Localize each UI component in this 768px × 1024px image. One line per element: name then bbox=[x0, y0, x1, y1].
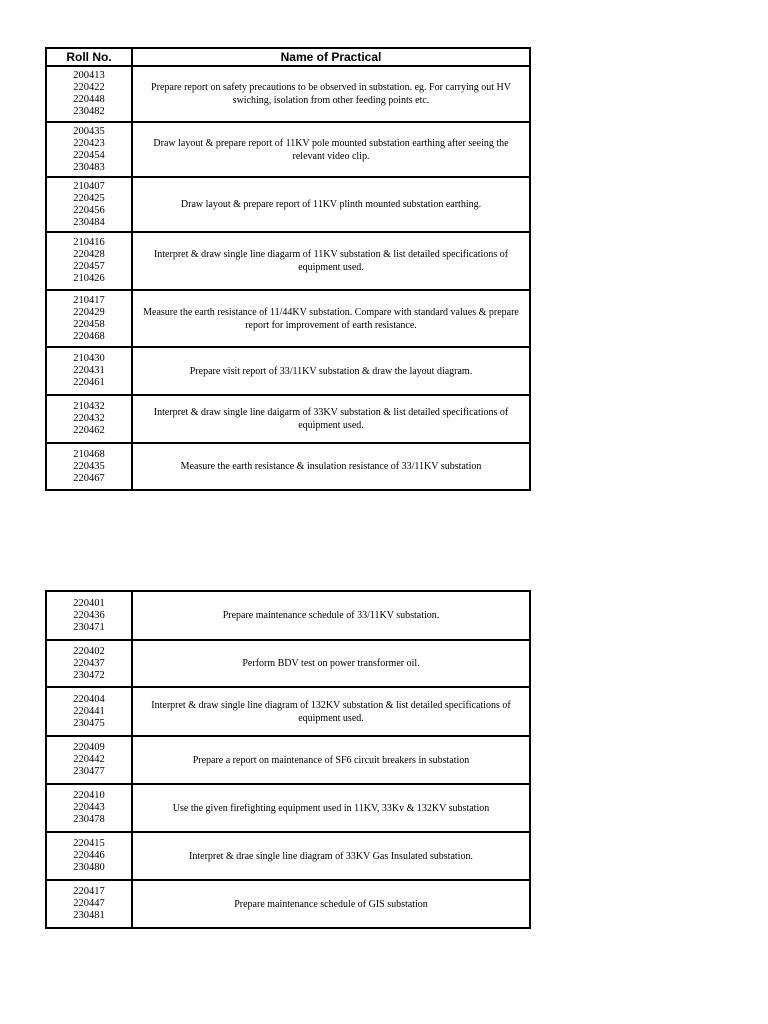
practical-name-cell: Interpret & draw single line daigarm of 33KV substation & list detailed specifications of equipment used. bbox=[132, 395, 530, 443]
roll-number: 220415 bbox=[73, 838, 105, 849]
roll-numbers-cell bbox=[46, 347, 132, 395]
roll-number: 220428 bbox=[73, 249, 105, 260]
roll-number: 210430 bbox=[73, 353, 105, 364]
roll-number: 230484 bbox=[73, 216, 105, 228]
roll-number: 220458 bbox=[73, 318, 105, 330]
roll-number: 220447 bbox=[73, 898, 105, 909]
table-row bbox=[46, 395, 530, 443]
table-row bbox=[46, 832, 530, 880]
practical-name-cell: Prepare maintenance schedule of GIS substation bbox=[132, 880, 530, 928]
roll-number: 210416 bbox=[73, 237, 105, 248]
roll-number: 230480 bbox=[73, 862, 105, 873]
roll-number: 220456 bbox=[73, 204, 105, 216]
roll-numbers-cell bbox=[46, 591, 132, 640]
roll-number: 220422 bbox=[73, 82, 105, 93]
roll-number: 220417 bbox=[73, 886, 105, 897]
practical-name-cell: Interpret & drae single line diagram of 33KV Gas Insulated substation. bbox=[132, 832, 530, 880]
roll-numbers-cell bbox=[46, 443, 132, 490]
table-row bbox=[46, 177, 530, 232]
roll-number: 230471 bbox=[73, 621, 105, 633]
roll-number: 230481 bbox=[73, 910, 105, 921]
practicals-table-2 bbox=[45, 590, 531, 929]
roll-number: 220402 bbox=[73, 645, 105, 657]
roll-number: 210426 bbox=[73, 273, 105, 284]
table-row bbox=[46, 290, 530, 347]
practicals-table-1 bbox=[45, 47, 531, 491]
roll-number: 220401 bbox=[73, 597, 105, 609]
roll-number: 220467 bbox=[73, 472, 105, 484]
roll-number: 220442 bbox=[73, 754, 105, 765]
table-row bbox=[46, 122, 530, 177]
roll-number: 220425 bbox=[73, 192, 105, 204]
roll-numbers-cell bbox=[46, 290, 132, 347]
table-row bbox=[46, 784, 530, 832]
table-row bbox=[46, 347, 530, 395]
roll-numbers-cell bbox=[46, 687, 132, 736]
practical-name-cell: Prepare report on safety precautions to be observed in substation. eg. For carrying out HV swiching, isolation from other feeding points etc. bbox=[132, 66, 530, 122]
practical-name-cell: Draw layout & prepare report of 11KV pole mounted substation earthing after seeing the relevant video clip. bbox=[132, 122, 530, 177]
roll-number: 220429 bbox=[73, 306, 105, 318]
roll-number: 220436 bbox=[73, 609, 105, 621]
roll-number: 210468 bbox=[73, 448, 105, 460]
roll-number: 220435 bbox=[73, 460, 105, 472]
roll-numbers-cell bbox=[46, 395, 132, 443]
roll-number: 220409 bbox=[73, 742, 105, 753]
practical-name-cell: Interpret & draw single line diagram of 132KV substation & list detailed specifications of equipment used. bbox=[132, 687, 530, 736]
practical-name-cell: Interpret & draw single line diagarm of 11KV substation & list detailed specifications of equipment used. bbox=[132, 232, 530, 290]
roll-number: 220404 bbox=[73, 693, 105, 705]
practical-name-cell: Measure the earth resistance of 11/44KV substation. Compare with standard values & prepare report for improvement of earth resistance. bbox=[132, 290, 530, 347]
practical-name-cell: Prepare a report on maintenance of SF6 circuit breakers in substation bbox=[132, 736, 530, 784]
roll-number: 220423 bbox=[73, 137, 105, 149]
roll-number: 220461 bbox=[73, 377, 105, 388]
roll-number: 220437 bbox=[73, 657, 105, 669]
table-row bbox=[46, 880, 530, 928]
roll-number: 210417 bbox=[73, 294, 105, 306]
roll-number: 220448 bbox=[73, 94, 105, 105]
roll-number: 200435 bbox=[73, 125, 105, 137]
roll-number: 230477 bbox=[73, 766, 105, 777]
roll-number: 220457 bbox=[73, 261, 105, 272]
roll-number: 220454 bbox=[73, 149, 105, 161]
practical-name-cell: Measure the earth resistance & insulation resistance of 33/11KV substation bbox=[132, 443, 530, 490]
roll-number: 220410 bbox=[73, 790, 105, 801]
practical-name-header: Name of Practical bbox=[132, 48, 530, 66]
table-row bbox=[46, 736, 530, 784]
roll-numbers-cell bbox=[46, 832, 132, 880]
practical-name-cell: Prepare visit report of 33/11KV substation & draw the layout diagram. bbox=[132, 347, 530, 395]
roll-numbers-cell bbox=[46, 784, 132, 832]
roll-numbers-cell bbox=[46, 177, 132, 232]
roll-number: 220462 bbox=[73, 425, 105, 436]
roll-number: 210432 bbox=[73, 401, 105, 412]
table-row bbox=[46, 232, 530, 290]
roll-number: 220431 bbox=[73, 365, 105, 376]
roll-number: 230472 bbox=[73, 669, 105, 681]
table-row bbox=[46, 443, 530, 490]
table-header-row bbox=[46, 48, 530, 66]
roll-number: 200413 bbox=[73, 70, 105, 81]
roll-number: 230478 bbox=[73, 814, 105, 825]
practical-name-cell: Draw layout & prepare report of 11KV plinth mounted substation earthing. bbox=[132, 177, 530, 232]
roll-numbers-cell bbox=[46, 736, 132, 784]
roll-number: 220441 bbox=[73, 705, 105, 717]
roll-numbers-cell bbox=[46, 66, 132, 122]
practical-name-cell: Use the given firefighting equipment used in 11KV, 33Kv & 132KV substation bbox=[132, 784, 530, 832]
table-row bbox=[46, 66, 530, 122]
table-row bbox=[46, 687, 530, 736]
table-row bbox=[46, 640, 530, 687]
roll-number: 230483 bbox=[73, 161, 105, 173]
table-row bbox=[46, 591, 530, 640]
roll-numbers-cell bbox=[46, 122, 132, 177]
roll-numbers-cell bbox=[46, 880, 132, 928]
roll-numbers-cell bbox=[46, 232, 132, 290]
roll-numbers-cell bbox=[46, 640, 132, 687]
practical-name-cell: Perform BDV test on power transformer oil. bbox=[132, 640, 530, 687]
roll-number: 230482 bbox=[73, 106, 105, 117]
practical-name-cell: Prepare maintenance schedule of 33/11KV substation. bbox=[132, 591, 530, 640]
roll-number: 230475 bbox=[73, 717, 105, 729]
roll-no-header: Roll No. bbox=[46, 48, 132, 66]
roll-number: 210407 bbox=[73, 180, 105, 192]
roll-number: 220446 bbox=[73, 850, 105, 861]
roll-number: 220432 bbox=[73, 413, 105, 424]
roll-number: 220468 bbox=[73, 330, 105, 342]
roll-number: 220443 bbox=[73, 802, 105, 813]
